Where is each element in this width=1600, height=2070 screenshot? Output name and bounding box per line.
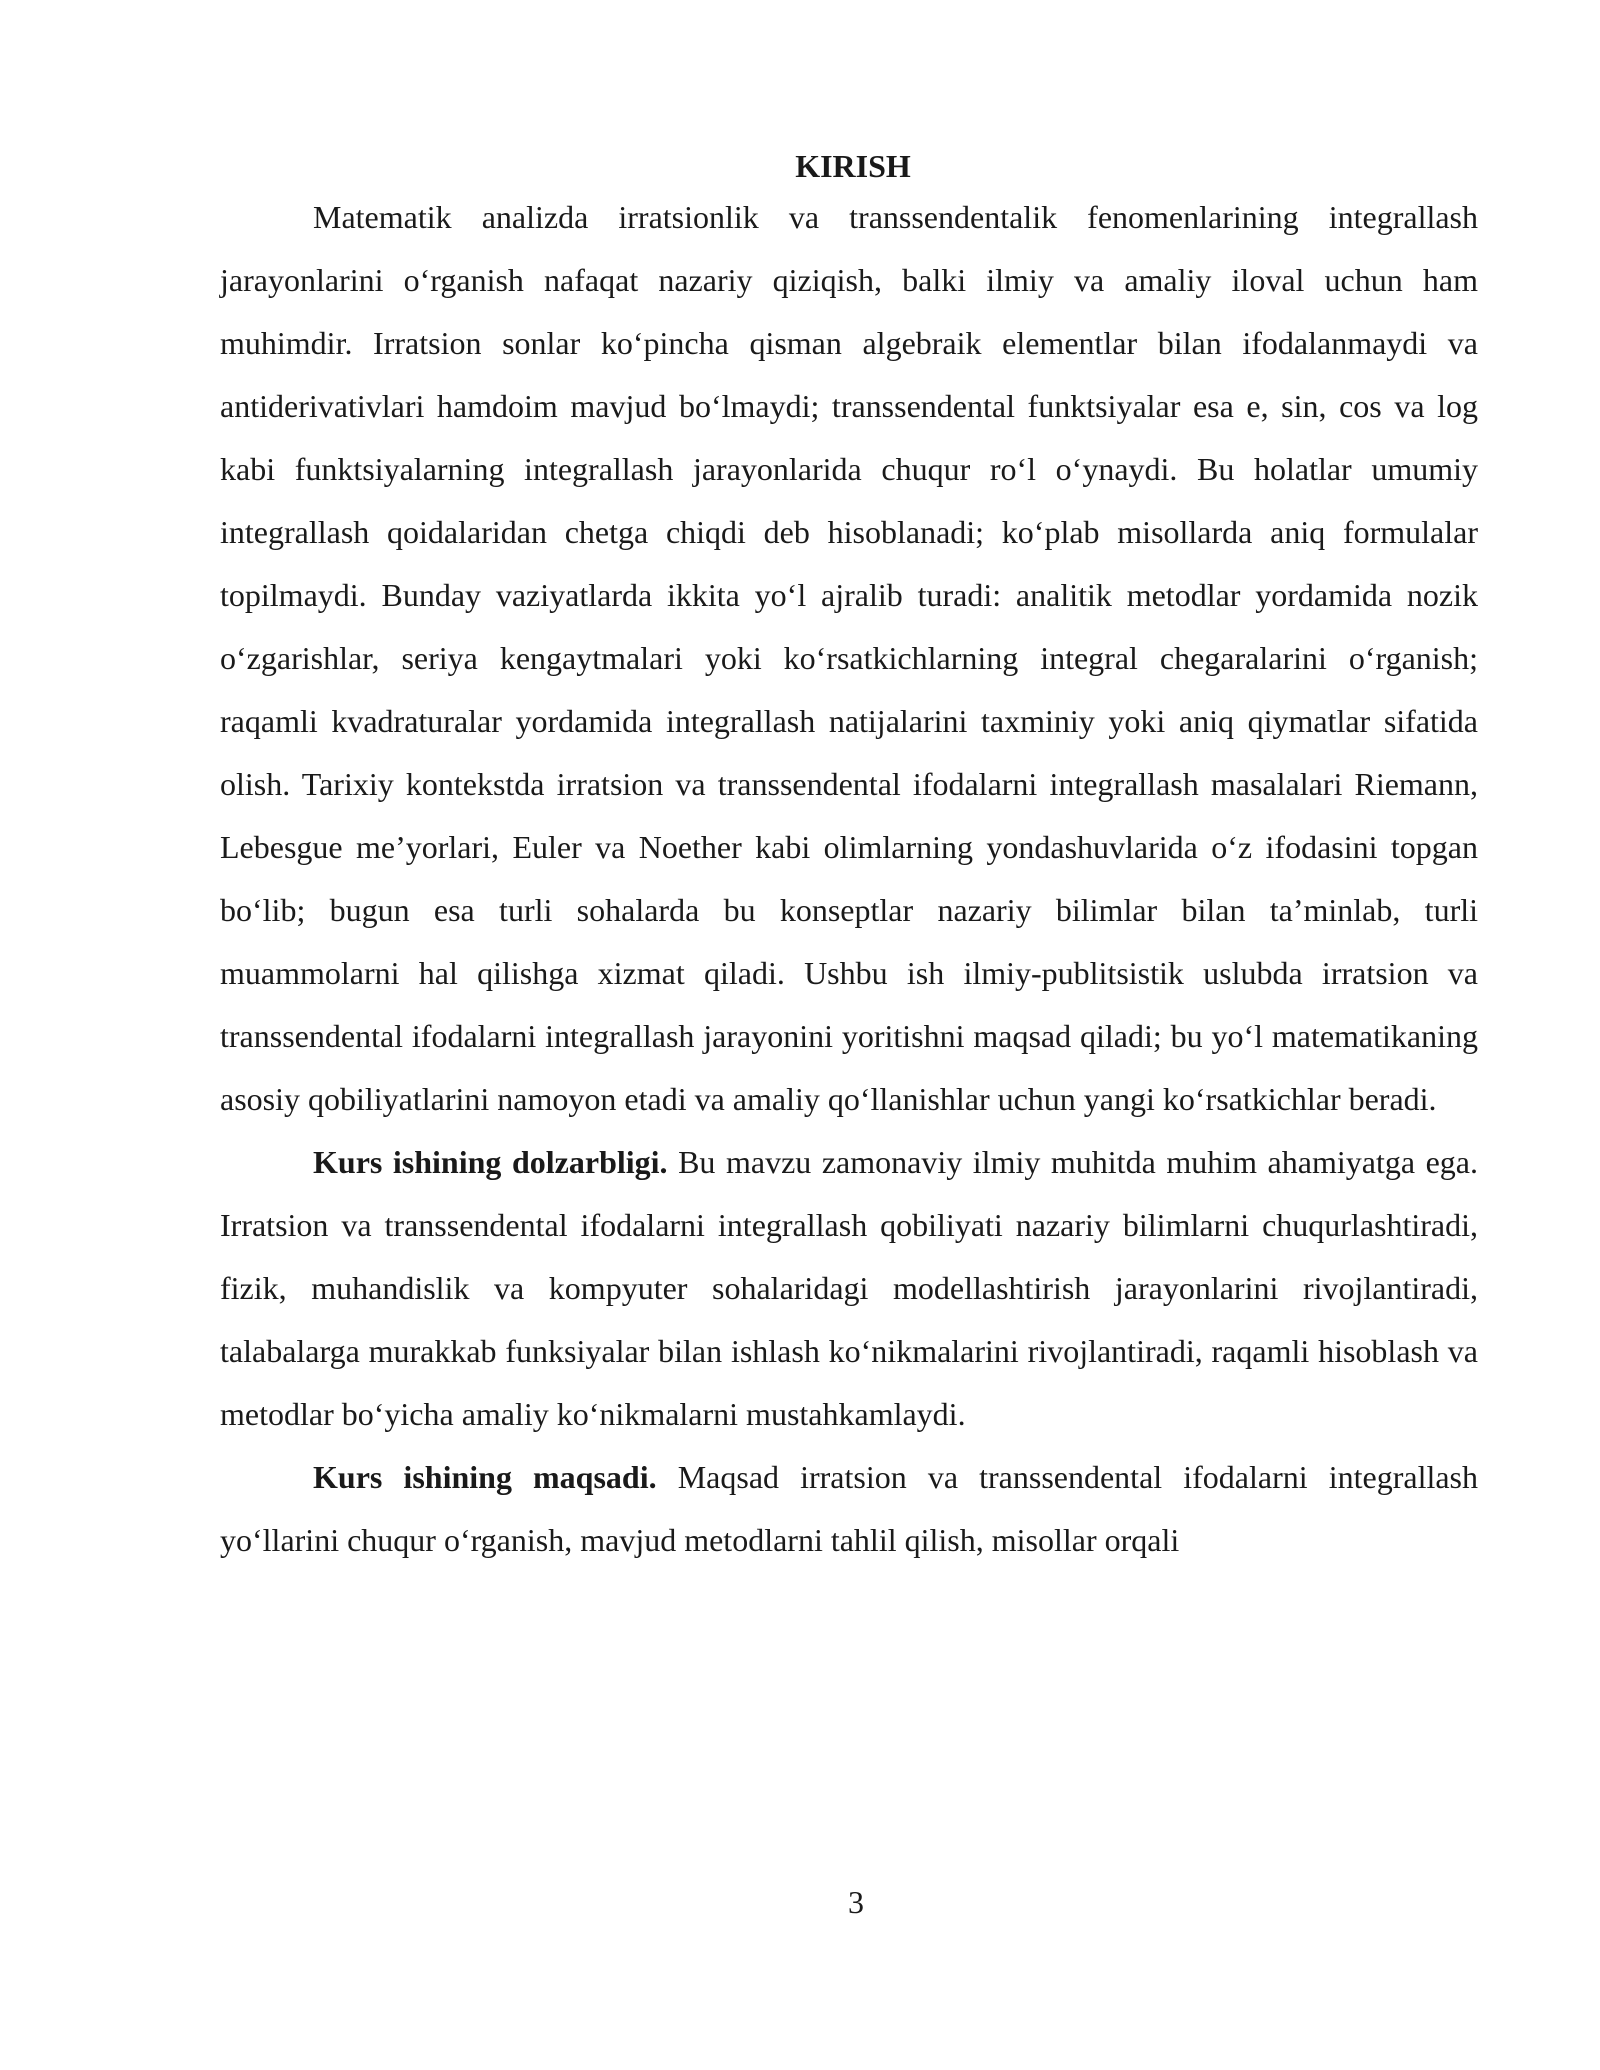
goal-paragraph — [220, 1446, 1478, 1572]
intro-paragraph — [220, 186, 1478, 1131]
page-body — [220, 146, 1478, 1572]
goal-paragraph-lead: Kurs ishining maqsadi. — [313, 1459, 657, 1495]
relevance-paragraph-text: Bu mavzu zamonaviy ilmiy muhitda muhim ahamiyatga ega. Irratsion va transsendental ifodalarni integrallash qobiliyati nazariy bilimlarni chuqurlashtiradi, fizik, muhandislik va kompyuter sohalaridagi modellashtirish jarayonlarini rivojlantiradi, talabalarga murakkab funksiyalar bilan ishlash ko‘nikmalarini rivojlantiradi, raqamli hisoblash va metodlar bo‘yicha amaliy ko‘nikmalarni mustahkamlaydi. — [220, 1144, 1478, 1432]
intro-paragraph-text: Matematik analizda irratsionlik va transsendentalik fenomenlarining integrallash jarayonlarini o‘rganish nafaqat nazariy qiziqish, balki ilmiy va amaliy iloval uchun ham muhimdir. Irratsion sonlar ko‘pincha qisman algebraik elementlar bilan ifodalanmaydi va antiderivativlari hamdoim mavjud bo‘lmaydi; transsendental funktsiyalar esa e, sin, cos va log kabi funktsiyalarning integrallash jarayonlarida chuqur ro‘l o‘ynaydi. Bu holatlar umumiy integrallash qoidalaridan chetga chiqdi deb hisoblanadi; ko‘plab misollarda aniq formulalar topilmaydi. Bunday vaziyatlarda ikkita yo‘l ajralib turadi: analitik metodlar yordamida nozik o‘zgarishlar, seriya kengaytmalari yoki ko‘rsatkichlarning integral chegaralarini o‘rganish; raqamli kvadraturalar yordamida integrallash natijalarini taxminiy yoki aniq qiymatlar sifatida olish. Tarixiy kontekstda irratsion va transsendental ifodalarni integrallash masalalari Riemann, Lebesgue me’yorlari, Euler va Noether kabi olimlarning yondashuvlarida o‘z ifodasini topgan bo‘lib; bugun esa turli sohalarda bu konseptlar nazariy bilimlar bilan ta’minlab, turli muammolarni hal qilishga xizmat qiladi. Ushbu ish ilmiy-publitsistik uslubda irratsion va transsendental ifodalarni integrallash jarayonini yoritishni maqsad qiladi; bu yo‘l matematikaning asosiy qobiliyatlarini namoyon etadi va amaliy qo‘llanishlar uchun yangi ko‘rsatkichlar beradi. — [220, 199, 1478, 1117]
page-number: 3 — [848, 1884, 864, 1920]
goal-paragraph-text: Maqsad irratsion va transsendental ifodalarni integrallash yo‘llarini chuqur o‘rganish, mavjud metodlarni tahlil qilish, misollar orqali — [220, 1459, 1479, 1558]
section-heading: KIRISH — [795, 148, 911, 184]
relevance-paragraph — [220, 1131, 1478, 1446]
relevance-paragraph-lead: Kurs ishining dolzarbligi. — [313, 1144, 668, 1180]
